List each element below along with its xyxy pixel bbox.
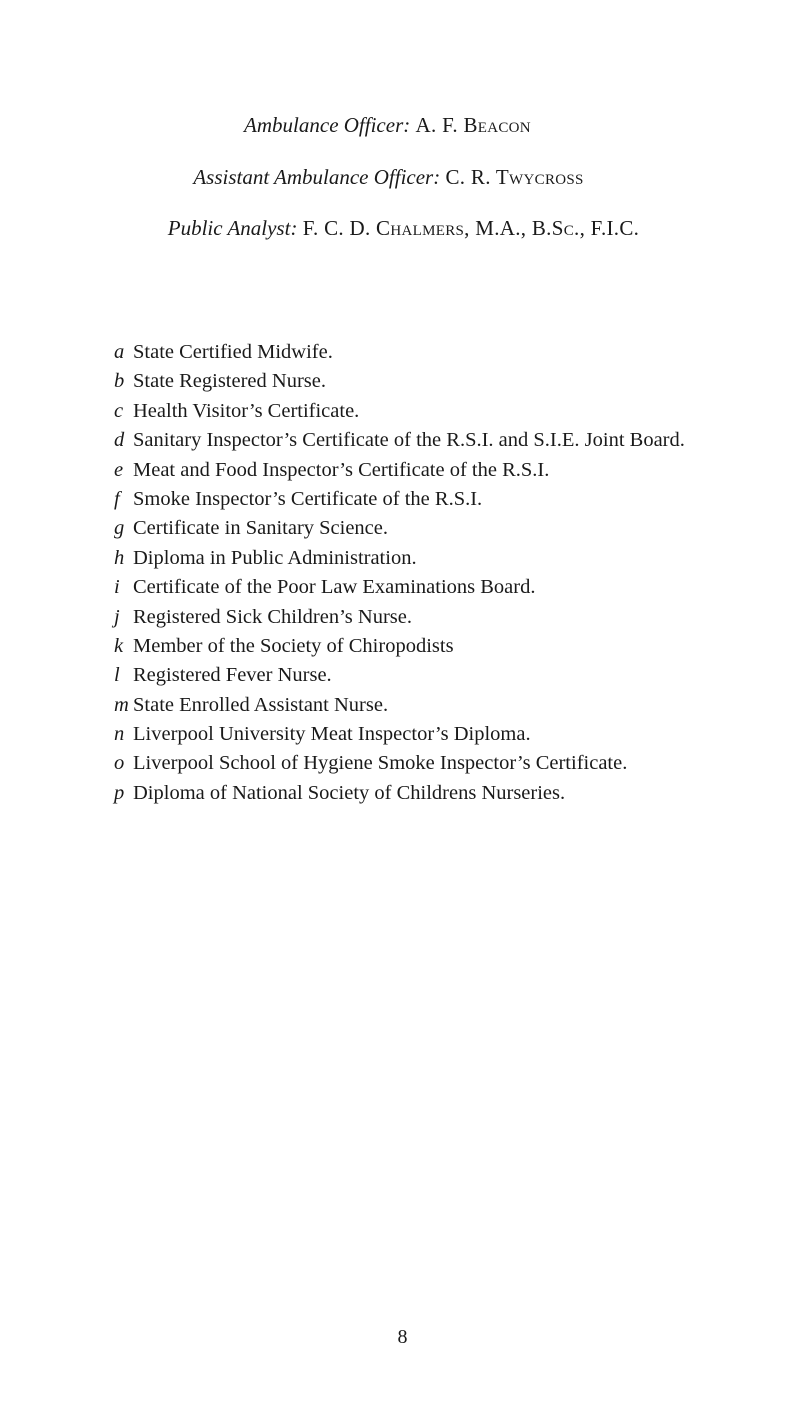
officer-role: Assistant Ambulance Officer: <box>193 165 441 189</box>
qualification-item <box>114 661 794 690</box>
officer-role: Ambulance Officer: <box>244 113 411 137</box>
qualification-letter: l <box>114 664 120 687</box>
qualification-text: State Registered Nurse. <box>133 370 326 393</box>
qualification-text: Health Visitor’s Certificate. <box>133 399 360 422</box>
qualification-item <box>114 397 794 426</box>
qualification-item <box>114 603 794 632</box>
qualification-letter: n <box>114 723 125 746</box>
qualification-text: Liverpool School of Hygiene Smoke Inspector’s Certificate. <box>133 752 628 775</box>
qualifications-key-list <box>114 338 794 808</box>
qualification-letter: d <box>114 429 125 452</box>
qualification-text: Certificate of the Poor Law Examinations Board. <box>133 576 536 599</box>
qualification-letter: j <box>114 605 120 628</box>
qualification-letter: m <box>114 693 129 716</box>
officer-name: C. R. Twycross <box>445 165 584 189</box>
qualification-item <box>114 573 794 602</box>
qualification-letter: o <box>114 752 125 775</box>
page-number: 8 <box>397 1326 408 1348</box>
qualification-item <box>114 632 794 661</box>
qualification-letter: k <box>114 634 124 657</box>
qualification-letter: h <box>114 546 125 569</box>
qualification-letter: g <box>114 517 125 540</box>
officer-role: Public Analyst: <box>167 216 298 240</box>
qualification-text: Certificate in Sanitary Science. <box>133 517 389 540</box>
public-analyst <box>6 215 801 241</box>
qualification-item <box>114 749 794 778</box>
qualification-item <box>114 544 794 573</box>
assistant-ambulance-officer <box>0 164 801 190</box>
qualification-letter: c <box>114 399 124 422</box>
qualification-text: State Enrolled Assistant Nurse. <box>133 693 389 716</box>
qualification-text: Meat and Food Inspector’s Certificate of the R.S.I. <box>133 458 550 481</box>
qualification-text: Smoke Inspector’s Certificate of the R.S.I. <box>133 487 483 510</box>
qualification-text: Liverpool University Meat Inspector’s Diploma. <box>133 723 531 746</box>
qualification-item <box>114 367 794 396</box>
qualification-text: Registered Sick Children’s Nurse. <box>133 605 412 628</box>
officer-name: A. F. Beacon <box>415 113 531 137</box>
qualification-item <box>114 456 794 485</box>
qualification-item <box>114 426 794 455</box>
qualification-item <box>114 485 794 514</box>
qualification-text: Member of the Society of Chiropodists <box>133 634 454 657</box>
qualification-item <box>114 338 794 367</box>
officers-section <box>0 112 801 241</box>
qualification-text: State Certified Midwife. <box>133 341 333 363</box>
ambulance-officer <box>0 112 801 138</box>
qualification-item <box>114 691 794 720</box>
qualification-text: Registered Fever Nurse. <box>133 664 332 687</box>
qualification-item <box>114 514 794 543</box>
qualification-item <box>114 720 794 749</box>
qualification-text: Sanitary Inspector’s Certificate of the R.S.I. and S.I.E. Joint Board. <box>133 429 685 452</box>
qualification-text: Diploma in Public Administration. <box>133 546 417 569</box>
officer-name: F. C. D. Chalmers, M.A., B.Sc., F.I.C. <box>302 216 640 240</box>
qualification-letter: a <box>114 341 125 363</box>
qualification-letter: b <box>114 370 125 393</box>
qualification-item <box>114 779 794 808</box>
qualification-letter: i <box>114 576 120 599</box>
qualification-letter: p <box>114 781 125 804</box>
qualification-letter: e <box>114 458 124 481</box>
qualification-letter: f <box>114 487 120 510</box>
qualification-text: Diploma of National Society of Childrens Nurseries. <box>133 781 566 804</box>
